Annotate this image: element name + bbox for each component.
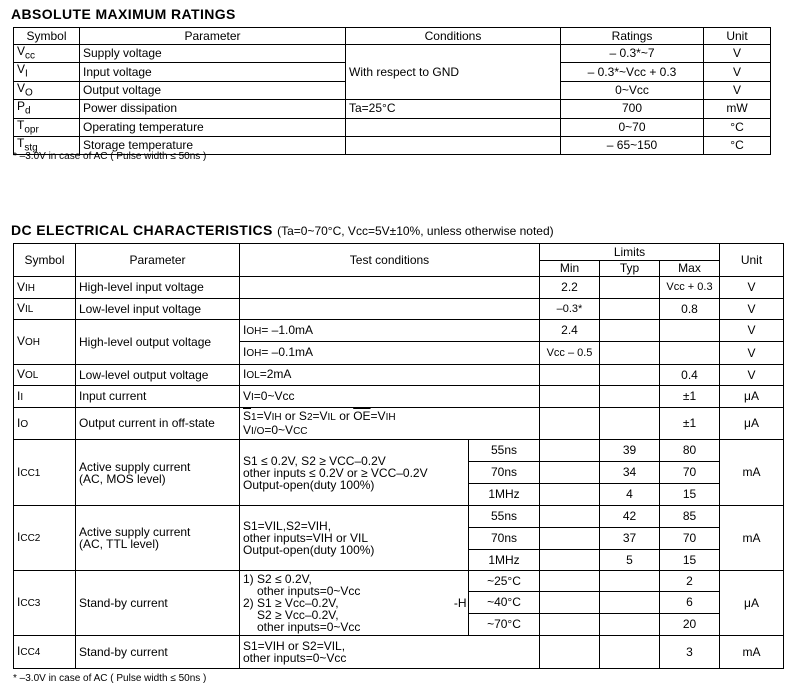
abs-max-title: ABSOLUTE MAXIMUM RATINGS: [11, 6, 236, 22]
typ-cell: [600, 408, 660, 440]
frequency-cell: 70ns: [469, 528, 540, 550]
parameter-cell: Output voltage: [80, 81, 346, 99]
typ-cell: [600, 614, 660, 636]
max-cell: 15: [660, 550, 720, 571]
min-cell: [540, 506, 600, 528]
header-parameter: Parameter: [76, 244, 240, 277]
symbol-cell: VOH: [14, 320, 76, 365]
header-conditions: Conditions: [346, 28, 561, 45]
max-cell: [660, 320, 720, 342]
symbol-cell: ICC3: [14, 571, 76, 636]
unit-cell: μA: [720, 571, 784, 636]
symbol-cell: $V_{cc}$: [14, 45, 80, 63]
unit-cell: °C: [704, 136, 771, 154]
unit-cell: V: [720, 365, 784, 386]
symbol-cell: $V_I$: [14, 63, 80, 81]
typ-cell: 42: [600, 506, 660, 528]
min-cell: [540, 592, 600, 614]
symbol-cell: II: [14, 386, 76, 408]
parameter-cell: Active supply current (AC, TTL level): [76, 506, 240, 571]
typ-cell: [600, 592, 660, 614]
max-cell: 0.4: [660, 365, 720, 386]
table-row: [14, 440, 784, 462]
table-row: [14, 636, 784, 669]
min-cell: [540, 386, 600, 408]
frequency-cell: 1MHz: [469, 484, 540, 506]
header-test-conditions: Test conditions: [240, 244, 540, 277]
temperature-cell: ~25°C: [469, 571, 540, 592]
conditions-cell-empty: [346, 136, 561, 154]
table-row: [14, 506, 784, 528]
dc-header-row: [14, 244, 784, 261]
typ-cell: [600, 571, 660, 592]
header-symbol: Symbol: [14, 244, 76, 277]
max-cell: 15: [660, 484, 720, 506]
table-row: [14, 299, 784, 320]
symbol-cell: VOL: [14, 365, 76, 386]
min-cell: [540, 440, 600, 462]
max-cell: ±1: [660, 386, 720, 408]
symbol-cell: VIL: [14, 299, 76, 320]
test-cell: S1=VIH or S2=VIL, other inputs=0~Vcc: [240, 636, 540, 669]
table-row: [14, 63, 771, 81]
min-cell: [540, 484, 600, 506]
header-ratings: Ratings: [561, 28, 704, 45]
min-cell: [540, 550, 600, 571]
unit-cell: V: [704, 45, 771, 63]
typ-cell: 34: [600, 462, 660, 484]
min-cell: 2.4: [540, 320, 600, 342]
max-cell: ±1: [660, 408, 720, 440]
parameter-cell: Operating temperature: [80, 118, 346, 136]
temperature-cell: ~40°C: [469, 592, 540, 614]
table-row: [14, 320, 784, 342]
dc-table: [13, 243, 784, 669]
unit-cell: μA: [720, 386, 784, 408]
parameter-cell: Stand-by current: [76, 571, 240, 636]
typ-cell: 39: [600, 440, 660, 462]
max-cell: 70: [660, 462, 720, 484]
test-cell: IOL=2mA: [240, 365, 540, 386]
min-cell: Vcc – 0.5: [540, 342, 600, 365]
parameter-cell: Supply voltage: [80, 45, 346, 63]
conditions-cell-empty: [346, 81, 561, 99]
symbol-cell: IO: [14, 408, 76, 440]
typ-cell: 5: [600, 550, 660, 571]
unit-cell: V: [704, 81, 771, 99]
symbol-cell: ICC2: [14, 506, 76, 571]
table-row: [14, 277, 784, 299]
table-row: [14, 100, 771, 118]
unit-cell: V: [720, 299, 784, 320]
unit-cell: mA: [720, 636, 784, 669]
conditions-cell-ta: Ta=25°C: [346, 100, 561, 118]
min-cell: [540, 636, 600, 669]
typ-cell: 37: [600, 528, 660, 550]
table-row: [14, 571, 784, 592]
min-cell: [540, 571, 600, 592]
rating-cell: – 0.3*~7: [561, 45, 704, 63]
conditions-cell-gnd: With respect to GND: [346, 63, 561, 81]
max-cell: 85: [660, 506, 720, 528]
header-max: Max: [660, 261, 720, 277]
frequency-cell: 55ns: [469, 506, 540, 528]
test-cell: $\overline{S}1=VIH$ or S2=VIL or $\overline{OE}=VIH$ VI/O=0~VCC: [240, 408, 540, 440]
unit-cell: mA: [720, 440, 784, 506]
typ-cell: [600, 299, 660, 320]
min-cell: [540, 408, 600, 440]
max-cell: 6: [660, 592, 720, 614]
unit-cell: mW: [704, 100, 771, 118]
symbol-cell: ICC1: [14, 440, 76, 506]
max-cell: 2: [660, 571, 720, 592]
unit-cell: V: [720, 320, 784, 342]
parameter-cell: Stand-by current: [76, 636, 240, 669]
frequency-cell: 1MHz: [469, 550, 540, 571]
table-row: [14, 365, 784, 386]
temperature-cell: ~70°C: [469, 614, 540, 636]
hold-label: -H: [453, 571, 469, 636]
rating-cell: – 0.3*~Vcc + 0.3: [561, 63, 704, 81]
frequency-cell: 55ns: [469, 440, 540, 462]
dc-title: DC ELECTRICAL CHARACTERISTICS (Ta=0~70°C, Vcc=5V±10%, unless otherwise noted): [11, 222, 554, 238]
max-cell: 0.8: [660, 299, 720, 320]
parameter-cell: Output current in off-state: [76, 408, 240, 440]
symbol-cell: $T_{opr}$: [14, 118, 80, 136]
min-cell: [540, 528, 600, 550]
max-cell: 70: [660, 528, 720, 550]
header-typ: Typ: [600, 261, 660, 277]
unit-cell: μA: [720, 408, 784, 440]
header-symbol: Symbol: [14, 28, 80, 45]
rating-cell: – 65~150: [561, 136, 704, 154]
test-cell: [240, 277, 540, 299]
conditions-cell-empty: [346, 118, 561, 136]
test-cell: S1=VIL,S2=VIH, other inputs=VIH or VIL Output-open(duty 100%): [240, 506, 469, 571]
table-row: [14, 45, 771, 63]
typ-cell: [600, 342, 660, 365]
table-row: [14, 408, 784, 440]
header-parameter: Parameter: [80, 28, 346, 45]
typ-cell: 4: [600, 484, 660, 506]
table-row: [14, 118, 771, 136]
parameter-cell: Input voltage: [80, 63, 346, 81]
dc-conditions: (Ta=0~70°C, Vcc=5V±10%, unless otherwise noted): [277, 224, 554, 238]
unit-cell: V: [704, 63, 771, 81]
max-cell: 3: [660, 636, 720, 669]
abs-max-footnote: * –3.0V in case of AC ( Pulse width ≤ 50ns ): [13, 151, 207, 162]
parameter-cell: Input current: [76, 386, 240, 408]
header-unit: Unit: [720, 244, 784, 277]
typ-cell: [600, 365, 660, 386]
test-cell: [240, 299, 540, 320]
max-cell: 80: [660, 440, 720, 462]
min-cell: [540, 365, 600, 386]
abs-max-header-row: [14, 28, 771, 45]
dc-footnote: * –3.0V in case of AC ( Pulse width ≤ 50ns ): [13, 673, 207, 684]
rating-cell: 700: [561, 100, 704, 118]
test-cell: S1 ≤ 0.2V, S2 ≥ VCC–0.2V other inputs ≤ 0.2V or ≥ VCC–0.2V Output-open(duty 100%): [240, 440, 469, 506]
conditions-cell-empty: [346, 45, 561, 63]
header-min: Min: [540, 261, 600, 277]
typ-cell: [600, 636, 660, 669]
unit-cell: mA: [720, 506, 784, 571]
max-cell: [660, 342, 720, 365]
parameter-cell: Power dissipation: [80, 100, 346, 118]
rating-cell: 0~Vcc: [561, 81, 704, 99]
table-row: [14, 81, 771, 99]
symbol-cell: $T_{stg}$: [14, 136, 80, 154]
typ-cell: [600, 320, 660, 342]
symbol-cell: ICC4: [14, 636, 76, 669]
rating-cell: 0~70: [561, 118, 704, 136]
test-cell: IOH= –0.1mA: [240, 342, 540, 365]
min-cell: –0.3*: [540, 299, 600, 320]
max-cell: Vcc + 0.3: [660, 277, 720, 299]
unit-cell: V: [720, 277, 784, 299]
min-cell: [540, 614, 600, 636]
min-cell: 2.2: [540, 277, 600, 299]
typ-cell: [600, 277, 660, 299]
parameter-cell: Low-level output voltage: [76, 365, 240, 386]
symbol-cell: $V_O$: [14, 81, 80, 99]
header-limits: Limits: [540, 244, 720, 261]
unit-cell: °C: [704, 118, 771, 136]
parameter-cell: High-level output voltage: [76, 320, 240, 365]
test-cell: 1) S2 ≤ 0.2V, other inputs=0~Vcc 2) S1 ≥ Vcc–0.2V, S2 ≥ Vcc–0.2V, other inputs=0~Vcc: [240, 571, 453, 636]
parameter-cell: High-level input voltage: [76, 277, 240, 299]
test-cell: IOH= –1.0mA: [240, 320, 540, 342]
min-cell: [540, 462, 600, 484]
parameter-cell: Active supply current (AC, MOS level): [76, 440, 240, 506]
test-cell: VI=0~Vcc: [240, 386, 540, 408]
header-unit: Unit: [704, 28, 771, 45]
table-row: [14, 386, 784, 408]
symbol-cell: $P_d$: [14, 100, 80, 118]
parameter-cell: Storage temperature: [80, 136, 346, 154]
parameter-cell: Low-level input voltage: [76, 299, 240, 320]
unit-cell: V: [720, 342, 784, 365]
symbol-cell: VIH: [14, 277, 76, 299]
frequency-cell: 70ns: [469, 462, 540, 484]
max-cell: 20: [660, 614, 720, 636]
abs-max-table: [13, 27, 771, 155]
typ-cell: [600, 386, 660, 408]
